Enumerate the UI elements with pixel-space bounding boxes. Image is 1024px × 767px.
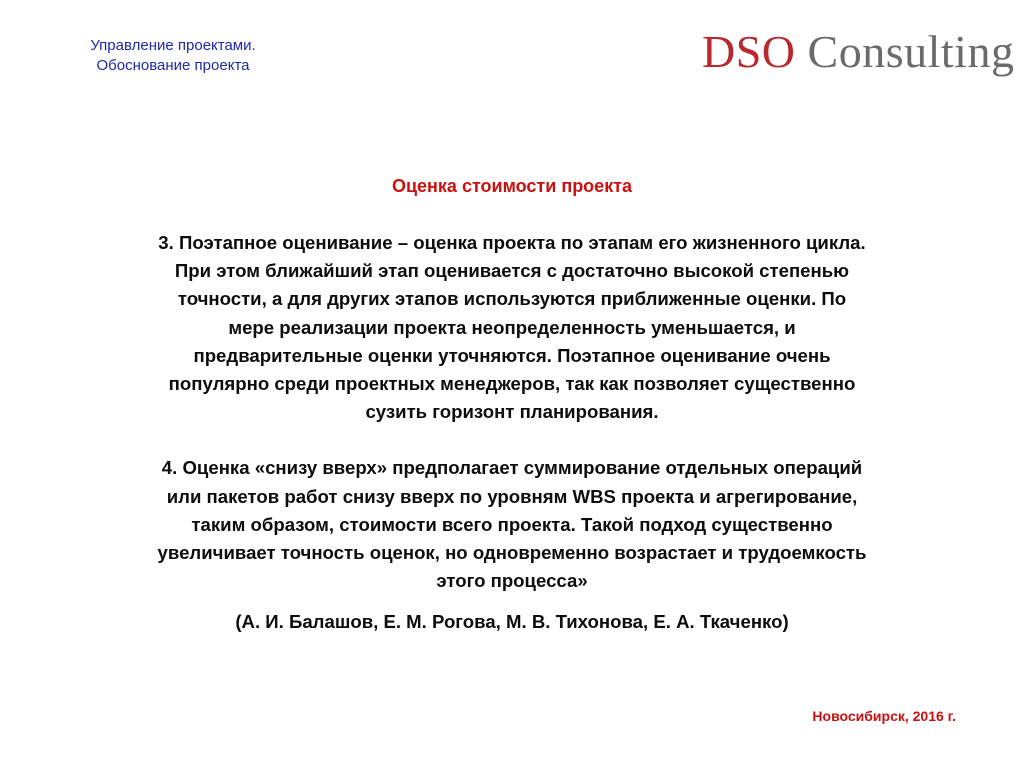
- authors-citation: (А. И. Балашов, Е. М. Рогова, М. В. Тихонова, Е. А. Ткаченко): [235, 611, 789, 632]
- body-text: [52, 229, 972, 595]
- paragraph-4: [52, 454, 972, 595]
- logo-rest: Consulting: [807, 26, 1015, 77]
- paragraph-3-line: предварительные оценки уточняются. Поэтапное оценивание очень: [193, 344, 831, 366]
- paragraph-4-line: 4. Оценка «снизу вверх» предполагает суммирование отдельных операций: [161, 457, 863, 479]
- paragraph-3-line: популярно среди проектных менеджеров, так как позволяет существенно: [168, 373, 856, 395]
- paragraph-3-line: 3. Поэтапное оценивание – оценка проекта по этапам его жизненного цикла.: [158, 232, 866, 253]
- section-title: Оценка стоимости проекта: [391, 176, 633, 196]
- paragraph-4-line: увеличивает точность оценок, но одновременно возрастает и трудоемкость: [157, 542, 867, 564]
- header-subtitle: [48, 36, 298, 76]
- paragraph-spacer: [52, 426, 972, 454]
- paragraph-4-line: таким образом, стоимости всего проекта. Такой подход существенно: [191, 513, 833, 535]
- paragraph-4-line: или пакетов работ снизу вверх по уровням WBS проекта и агрегирование,: [166, 485, 858, 507]
- logo-brand: DSO: [702, 26, 796, 77]
- paragraph-3-line: мере реализации проекта неопределенность уменьшается, и: [228, 316, 796, 338]
- paragraph-4-line: этого процесса»: [436, 570, 588, 592]
- paragraph-3-line: При этом ближайший этап оценивается с достаточно высокой степенью: [174, 260, 850, 282]
- subtitle-line-1: Управление проектами.: [90, 37, 256, 54]
- paragraph-3: [52, 229, 972, 426]
- footer-location-date: Новосибирск, 2016 г.: [812, 708, 956, 724]
- subtitle-line-2: Обоснование проекта: [96, 57, 250, 74]
- paragraph-3-line: точности, а для других этапов используются приближенные оценки. По: [177, 288, 847, 310]
- paragraph-3-line: сузить горизонт планирования.: [365, 401, 659, 423]
- company-logo: [702, 22, 1014, 82]
